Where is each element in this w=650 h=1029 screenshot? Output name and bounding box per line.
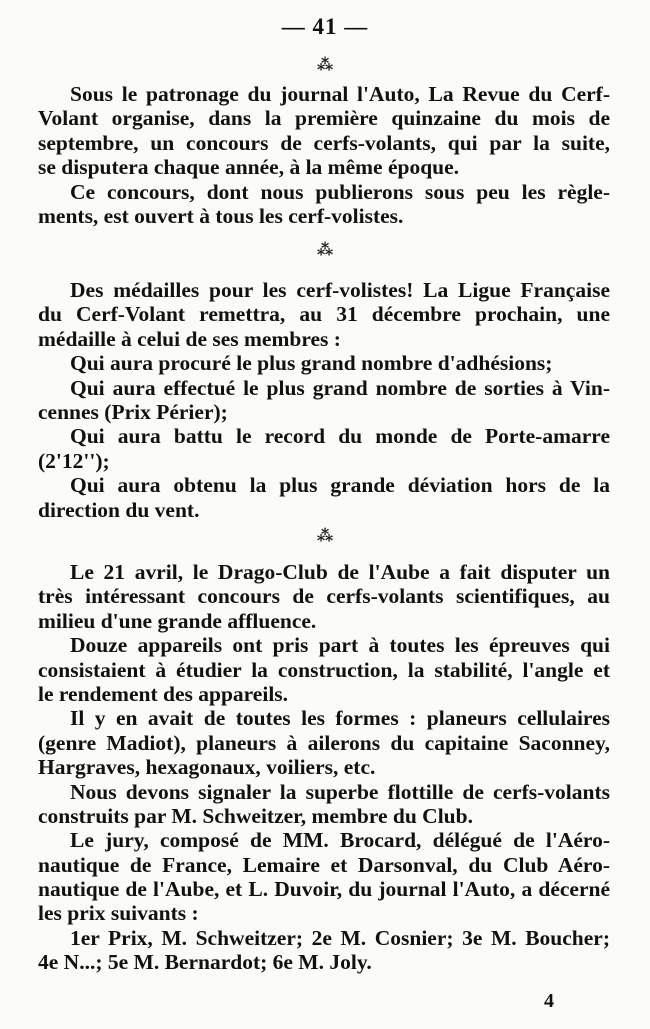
text-line: Le 21 avril, le Drago-Club de l'Aube a fait disputer un [70, 560, 610, 584]
text-line: du Cerf-Volant remettra, au 31 décembre prochain, une [38, 302, 610, 327]
text-line: cennes (Prix Périer); [38, 399, 228, 424]
text-line: 1er Prix, M. Schweitzer; 2e M. Cosnier; 3e M. Boucher; [70, 925, 610, 950]
text-line: Qui aura effectué le plus grand nombre de sorties à Vin- [70, 375, 610, 400]
text-line: Douze appareils ont pris part à toutes les épreuves qui [70, 633, 610, 658]
text-line: (2'12''); [38, 448, 110, 473]
text-line: 4e N...; 5e M. Bernardot; 6e M. Joly. [38, 950, 372, 975]
text-line: construits par M. Schweitzer, membre du Club. [38, 803, 473, 828]
text-line: milieu d'une grande affluence. [38, 608, 317, 633]
text-line: Qui aura procuré le plus grand nombre d'adhésions; [70, 351, 553, 376]
section-separator [0, 242, 650, 259]
text-line: Des médailles pour les cerf-volistes! La Ligue Française [70, 278, 610, 302]
separator-mark: ⁂ [316, 242, 334, 259]
text-line: ments, est ouvert à tous les cerf-volistes. [38, 203, 404, 228]
separator-mark: ⁂ [316, 528, 334, 545]
text-line: consistaient à étudier la construction, la stabilité, l'angle et [38, 657, 610, 682]
text-line: nautique de France, Lemaire et Darsonval, du Club Aéro- [38, 852, 610, 877]
text-line: médaille à celui de ses membres : [38, 326, 341, 351]
section-3 [38, 560, 610, 975]
text-line: direction du vent. [38, 497, 200, 522]
section-2 [38, 278, 610, 522]
text-line: septembre, un concours de cerfs-volants, qui par la suite, [38, 130, 610, 155]
page-number: — 41 — [281, 14, 369, 39]
text-line: Volant organise, dans la première quinzaine du mois de [38, 106, 610, 131]
section-1 [38, 82, 610, 228]
text-line: Le jury, composé de MM. Brocard, délégué de l'Aéro- [70, 828, 610, 853]
text-line: Ce concours, dont nous publierons sous peu les règle- [70, 179, 610, 204]
text-line: Nous devons signaler la superbe flottille de cerfs-volants [70, 779, 610, 804]
text-line: se disputera chaque année, à la même époque. [38, 155, 460, 180]
text-line: très intéressant concours de cerfs-volants scientifiques, au [38, 584, 610, 609]
text-line: le rendement des appareils. [38, 681, 289, 706]
text-line: Qui aura obtenu la plus grande déviation hors de la [70, 473, 610, 498]
separator-mark: ⁂ [316, 57, 334, 74]
text-line: nautique de l'Aube, et L. Duvoir, du journal l'Auto, a décerné [38, 877, 610, 902]
text-line: Sous le patronage du journal l'Auto, La Revue du Cerf- [70, 82, 610, 106]
text-line: Il y en avait de toutes les formes : planeurs cellulaires [70, 706, 610, 731]
section-separator [0, 57, 650, 74]
text-line: les prix suivants : [38, 901, 199, 926]
signature-mark: 4 [544, 990, 554, 1012]
text-line: Hargraves, hexagonaux, voiliers, etc. [38, 755, 376, 780]
text-line: Qui aura battu le record du monde de Porte-amarre [70, 424, 610, 449]
text-line: (genre Madiot), planeurs à ailerons du capitaine Saconney, [38, 730, 610, 755]
section-separator [0, 528, 650, 545]
